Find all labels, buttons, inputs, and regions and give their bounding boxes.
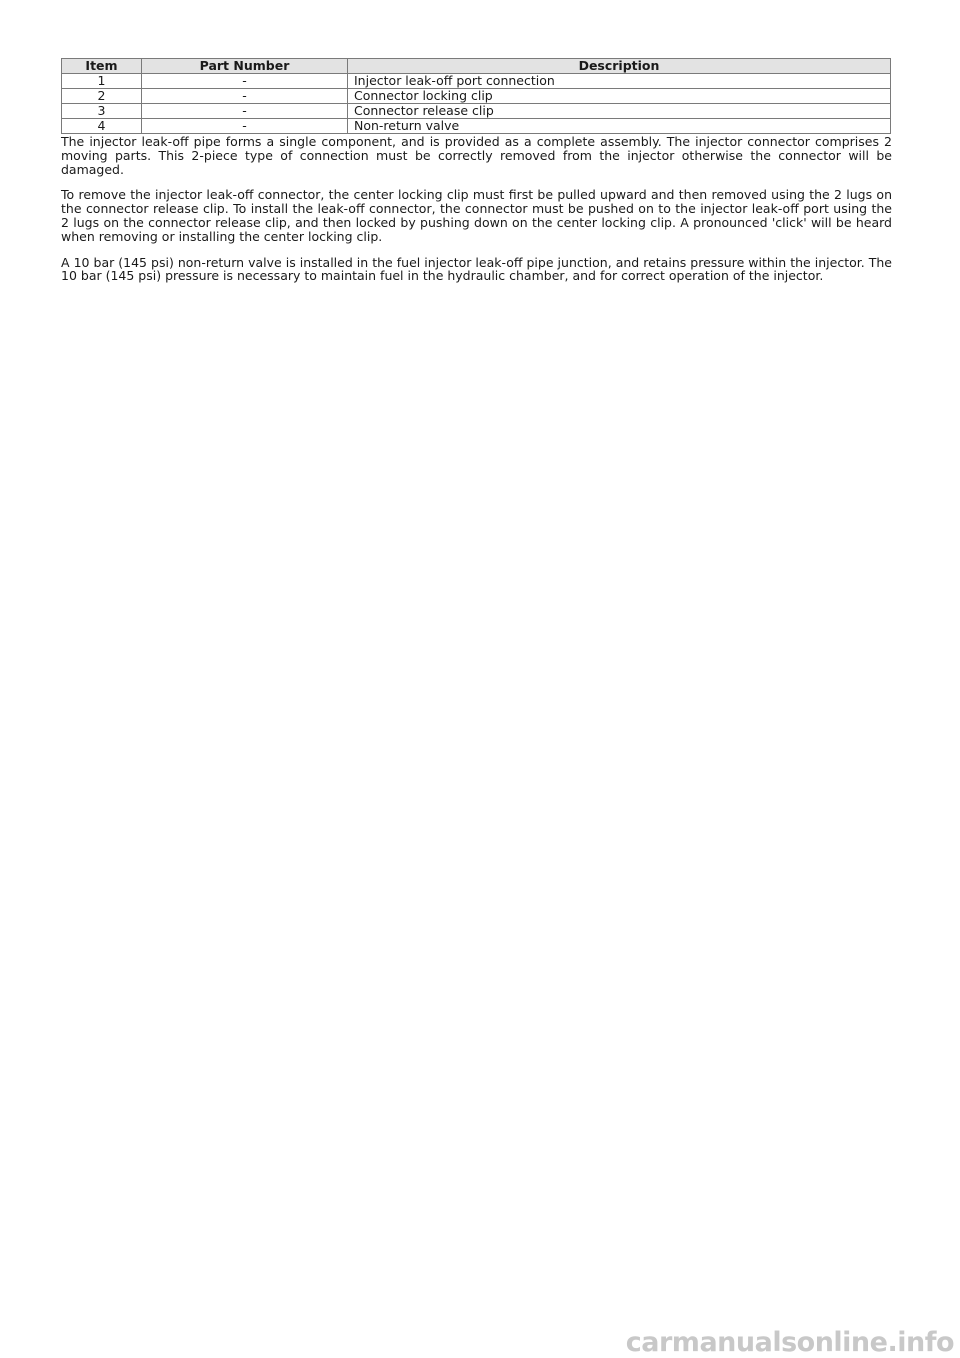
table-header-row — [62, 59, 891, 74]
table-row — [62, 89, 891, 104]
cell-description: Injector leak-off port connection — [348, 74, 891, 89]
header-item: Item — [62, 59, 142, 74]
watermark-logo: carmanualsonline.info — [625, 1327, 954, 1358]
cell-item: 1 — [62, 74, 142, 89]
parts-table — [61, 58, 891, 134]
header-description: Description — [348, 59, 891, 74]
paragraph-assembly: The injector leak-off pipe forms a single component, and is provided as a complete assembly. The injector connector comprises 2 moving parts. This 2-piece type of connection must be correctly removed from the injector otherwise the connector will be damaged. — [61, 134, 892, 177]
cell-item: 3 — [62, 104, 142, 119]
table-row — [62, 104, 891, 119]
table-row — [62, 74, 891, 89]
document-page — [61, 58, 892, 295]
cell-description: Connector release clip — [348, 104, 891, 119]
cell-part-number: - — [142, 74, 348, 89]
cell-description: Non-return valve — [348, 119, 891, 134]
cell-item: 2 — [62, 89, 142, 104]
paragraph-removal: To remove the injector leak-off connector, the center locking clip must first be pulled upward and then removed using the 2 lugs on the connector release clip. To install the leak-off connector, the connector must be pushed on to the injector leak-off port using the 2 lugs on the connector release clip, and then locked by pushing down on the center locking clip. A pronounced 'click' will be heard when removing or installing the center locking clip. — [61, 187, 892, 244]
cell-part-number: - — [142, 104, 348, 119]
table-row — [62, 119, 891, 134]
cell-part-number: - — [142, 119, 348, 134]
cell-description: Connector locking clip — [348, 89, 891, 104]
header-part-number: Part Number — [142, 59, 348, 74]
cell-part-number: - — [142, 89, 348, 104]
paragraph-non-return-valve: A 10 bar (145 psi) non-return valve is installed in the fuel injector leak-off pipe junction, and retains pressure within the injector. The 10 bar (145 psi) pressure is necessary to maintain fuel in the hydraulic chamber, and for correct operation of the injector. — [61, 254, 892, 284]
cell-item: 4 — [62, 119, 142, 134]
